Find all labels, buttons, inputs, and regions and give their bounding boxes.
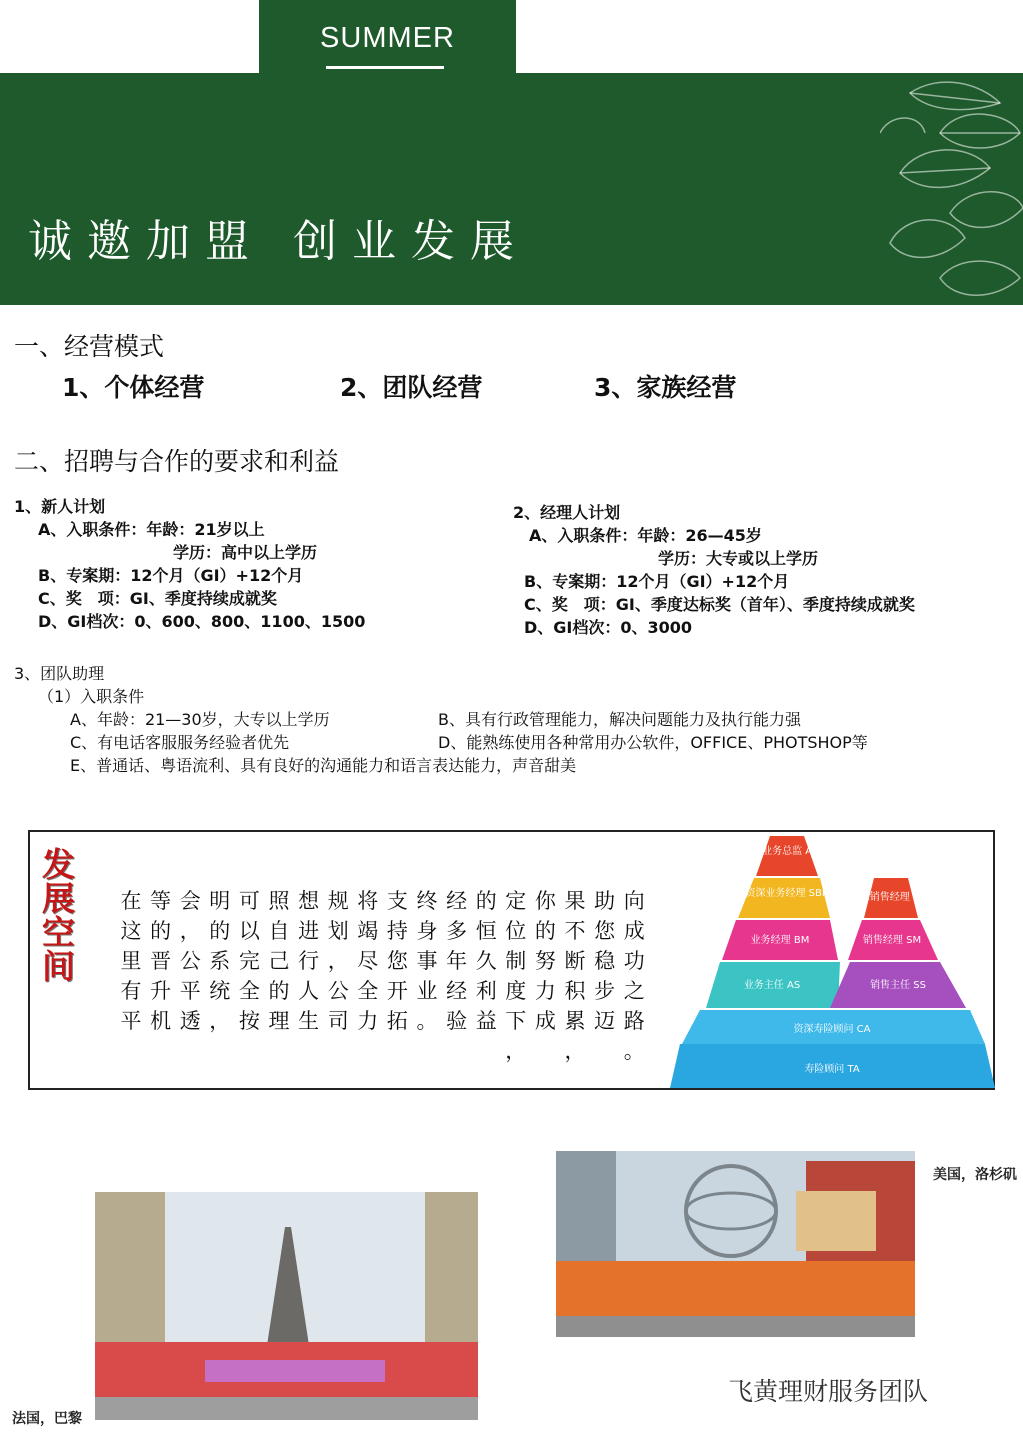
team-name: 飞黄理财服务团队 bbox=[728, 1377, 929, 1406]
france-caption: 法国，巴黎 bbox=[12, 1411, 82, 1427]
career-pyramid bbox=[670, 832, 995, 1088]
development-text-column: 会 ， 公 平 透 bbox=[179, 889, 201, 1033]
assistant-requirement: D、能熟练使用各种常用办公软件，OFFICE、PHOTSHOP等 bbox=[438, 733, 868, 752]
development-text-column: 经 多 年 经 验 bbox=[446, 889, 468, 1033]
section2-heading: 二、招聘与合作的要求和利益 bbox=[14, 447, 340, 476]
leaf-decoration-icon bbox=[880, 73, 1023, 305]
business-mode-item: 3、家族经营 bbox=[594, 373, 737, 402]
development-text-column: 想 进 行 人 生 bbox=[298, 889, 320, 1033]
business-mode-item: 1、个体经营 bbox=[62, 373, 205, 402]
usa-caption: 美国，洛杉矶 bbox=[933, 1167, 1017, 1183]
development-text-column: 向 成 功 之 路 。 bbox=[623, 889, 645, 1063]
newcomer-line: C、奖 项：GI、季度持续成就奖 bbox=[38, 589, 277, 608]
section1-heading: 一、经营模式 bbox=[14, 332, 165, 361]
pyramid-label: 寿险顾问 TA bbox=[804, 1064, 860, 1075]
manager-line: C、奖 项：GI、季度达标奖（首年）、季度持续成就奖 bbox=[524, 595, 915, 614]
newcomer-line: B、专案期：12个月（GI）+12个月 bbox=[38, 566, 304, 585]
hero-title: 诚邀加盟 创业发展 bbox=[28, 216, 529, 267]
pyramid-label: 销售主任 SS bbox=[870, 980, 926, 991]
development-text-column: 果 不 断 积 累 ， bbox=[564, 889, 586, 1063]
development-text-column: 可 以 完 全 按 bbox=[238, 889, 260, 1033]
usa-group-photo bbox=[556, 1151, 915, 1337]
assistant-requirement: E、普通话、粤语流利、具有良好的沟通能力和语言表达能力，声音甜美 bbox=[70, 756, 577, 775]
pyramid-label: 销售经理 SM bbox=[862, 935, 922, 946]
pyramid-label: 业务总监 AD bbox=[762, 846, 820, 857]
development-heading: 发展空间 bbox=[42, 845, 75, 986]
pyramid-label: 资深业务经理 SBM bbox=[745, 888, 831, 899]
development-text-column: 你 的 努 力 成 bbox=[534, 889, 556, 1033]
pyramid-label: 资深寿险顾问 CA bbox=[793, 1024, 871, 1035]
manager-line: B、专案期：12个月（GI）+12个月 bbox=[524, 572, 790, 591]
france-group-photo bbox=[95, 1192, 478, 1420]
assistant-requirement: A、年龄：21—30岁，大专以上学历 bbox=[70, 710, 330, 729]
newcomer-line: D、GI档次：0、600、800、1100、1500 bbox=[38, 612, 366, 631]
development-text-column: 的 恒 久 利 益 bbox=[475, 889, 497, 1033]
development-text-column: 照 自 己 的 理 bbox=[268, 889, 290, 1033]
manager-line: A、入职条件：年龄：26—45岁 bbox=[529, 526, 762, 545]
newcomer-line: A、入职条件：年龄：21岁以上 bbox=[38, 520, 265, 539]
manager-line: D、GI档次：0、3000 bbox=[524, 618, 693, 637]
pyramid-label: 资深销售经理 SSM bbox=[849, 892, 935, 903]
manager-plan-title: 2、经理人计划 bbox=[513, 503, 621, 522]
assistant-requirement: B、具有行政管理能力，解决问题能力及执行能力强 bbox=[438, 710, 801, 729]
development-text-column: 将 竭 尽 全 力 bbox=[357, 889, 379, 1033]
pyramid-label: 业务经理 BM bbox=[750, 935, 810, 946]
season-tab-label: SUMMER bbox=[320, 22, 455, 54]
development-text-column: 等 的 晋 升 机 bbox=[150, 889, 172, 1033]
development-text-column: 规 划 ， 公 司 bbox=[327, 889, 349, 1033]
development-text-column: 在 这 里 有 平 bbox=[120, 889, 142, 1033]
development-text-column: 支 持 您 开 拓 bbox=[386, 889, 408, 1033]
manager-line: 学历：大专或以上学历 bbox=[658, 549, 819, 568]
assistant-requirement: C、有电话客服服务经验者优先 bbox=[70, 733, 290, 752]
development-text-column: 明 的 系 统 ， bbox=[209, 889, 231, 1033]
development-text-column: 助 您 稳 步 迈 bbox=[594, 889, 616, 1033]
business-mode-item: 2、团队经营 bbox=[340, 373, 483, 402]
development-text-column: 定 位 制 度 下 ， bbox=[505, 889, 527, 1063]
tab-underline bbox=[326, 66, 444, 69]
assistant-subtitle: （1）入职条件 bbox=[38, 687, 145, 706]
pyramid-label: 业务主任 AS bbox=[743, 980, 801, 991]
development-text-column: 终 身 事 业 。 bbox=[416, 889, 438, 1033]
newcomer-line: 学历：高中以上学历 bbox=[173, 543, 318, 562]
newcomer-plan-title: 1、新人计划 bbox=[14, 497, 106, 516]
development-text bbox=[118, 886, 653, 1076]
assistant-title: 3、团队助理 bbox=[14, 664, 105, 683]
header-banner bbox=[0, 73, 1023, 305]
